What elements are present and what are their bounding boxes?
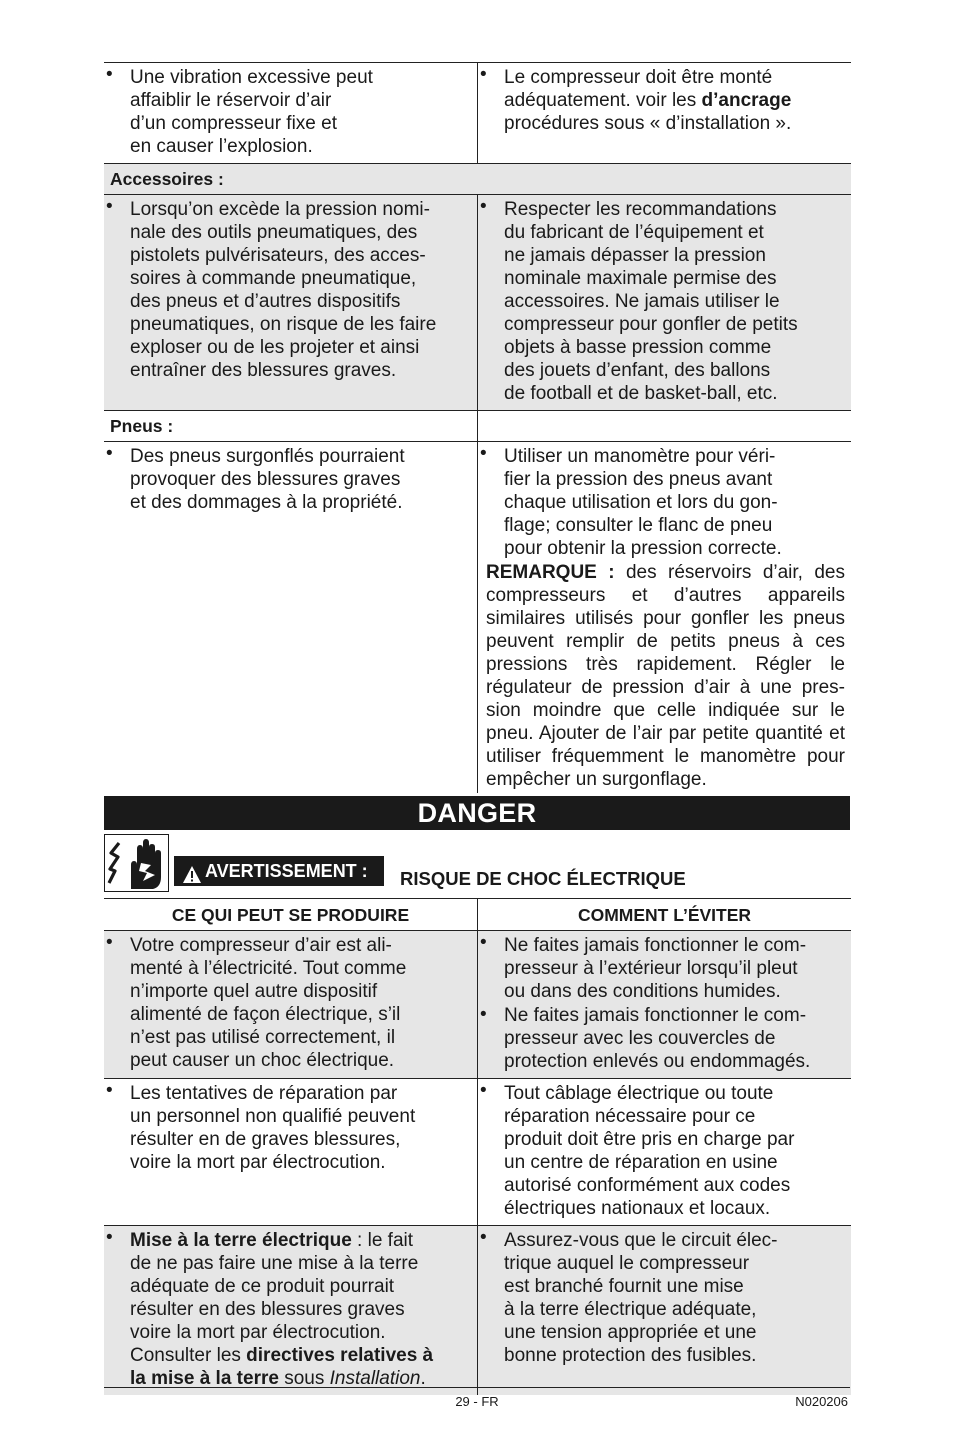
section-label: Accessoires :: [110, 169, 224, 189]
hazard-text: • Une vibration excessive peut affaiblir le réservoir d’air d’un compresseur fixe et en causer l’explosion.: [104, 63, 477, 163]
prevention-text: • Ne faites jamais fonctionner le com- presseur avec les couvercles de protection enlevés ou endommagés.: [478, 1003, 851, 1078]
prevention-text: • Assurez-vous que le circuit élec- trique auquel le compresseur est branché fournit une mise à la terre électrique adéquate, une tension appropriée et une bonne protection des fusibles.: [478, 1226, 851, 1372]
hazard-text: • Votre compresseur d’air est ali- menté à l’électricité. Tout comme n’importe quel autre dispositif alimenté de façon électrique, s’il n’est pas utilisé correctement, il peut causer un choc électrique.: [104, 931, 477, 1077]
table-row: [104, 1079, 851, 1226]
warning-header: [104, 830, 850, 898]
danger-banner: DANGER: [104, 796, 850, 830]
electric-shock-icon: [104, 834, 169, 892]
prevention-text: • Ne faites jamais fonctionner le com- presseur à l’extérieur lorsqu’il pleut ou dans des conditions humides.: [478, 931, 851, 1003]
section-row-accessoires: [104, 164, 851, 195]
section-row-pneus: [104, 411, 851, 442]
page-number: 29 - FR: [455, 1394, 499, 1409]
table-header-row: [104, 899, 851, 931]
prevention-text: • Tout câblage électrique ou toute réparation nécessaire pour ce produit doit être pris en charge par un centre de réparation en usine autorisé conformément aux codes électriques nationaux et locaux.: [478, 1079, 851, 1225]
prevention-text: • Respecter les recommandations du fabricant de l’équipement et ne jamais dépasser la pression nominale maximale permise des accessoires. Ne jamais utiliser le compresseur pour gonfler de petits objets à basse pression comme des jouets d’enfant, des ballons de football et de basket-ball, etc.: [478, 195, 851, 410]
column-header-avoid: COMMENT L’ÉVITER: [577, 905, 752, 925]
table-row: [104, 931, 851, 1079]
table-row: [104, 442, 851, 794]
hazard-text: • Des pneus surgonflés pourraient provoquer des blessures graves et des dommages à la propriété.: [104, 442, 477, 519]
page-footer: [104, 1387, 850, 1409]
document-code: N020206: [795, 1394, 848, 1409]
prevention-text: • Utiliser un manomètre pour véri- fier la pression des pneus avant chaque utilisation et lors du gon- flage; consulter le flanc de pneu pour obtenir la pression correcte.: [478, 442, 851, 560]
hazard-text: • Les tentatives de réparation par un personnel non qualifié peuvent résulter en de graves blessures, voire la mort par électrocution.: [104, 1079, 477, 1179]
hazard-table-electric: [104, 898, 851, 1395]
warning-title: RISQUE DE CHOC ÉLECTRIQUE: [400, 868, 686, 889]
table-row: [104, 195, 851, 411]
hazard-text: • Lorsqu’on excède la pression nomi- nale des outils pneumatiques, des pistolets pulvérisateurs, des acces- soires à commande pneumatique, des pneus et d’autres dispositifs pneumatiques, on risque de les faire exploser ou de les projeter et ainsi entraîner des blessures graves.: [104, 195, 477, 406]
hazard-table-top: [104, 62, 851, 793]
table-row: [104, 63, 851, 164]
prevention-text: • Le compresseur doit être monté adéquatement. voir les d’ancrage procédures sous « d’installation ».: [478, 63, 851, 140]
remarque-note: REMARQUE : des réservoirs d’air, des compresseurs et d’autres appareils similaires utilisés pour gonfler les pneus peuvent remplir de petits pneus à ces pressions très rapidement. Régler le régulateur de pression d’air à une pression moindre que celle indiquée sur le pneu. Ajouter de l’air par petite quantité et utiliser fréquemment le manomètre pour empêcher un surgonflage.: [486, 562, 845, 790]
table-row: [104, 1226, 851, 1396]
page-content: [104, 62, 850, 1395]
hazard-text: • Mise à la terre électrique : le fait de ne pas faire une mise à la terre adéquate de ce produit pourrait résulter en des blessures graves voire la mort par électrocution. Consulter les directives relatives à la mise à la terre sous Installation.: [104, 1226, 477, 1395]
avertissement-badge: [174, 856, 384, 886]
badge-label: AVERTISSEMENT :: [205, 861, 368, 881]
warning-triangle-icon: [183, 862, 201, 892]
section-label: Pneus :: [110, 416, 174, 436]
column-header-risk: CE QUI PEUT SE PRODUIRE: [171, 905, 410, 925]
